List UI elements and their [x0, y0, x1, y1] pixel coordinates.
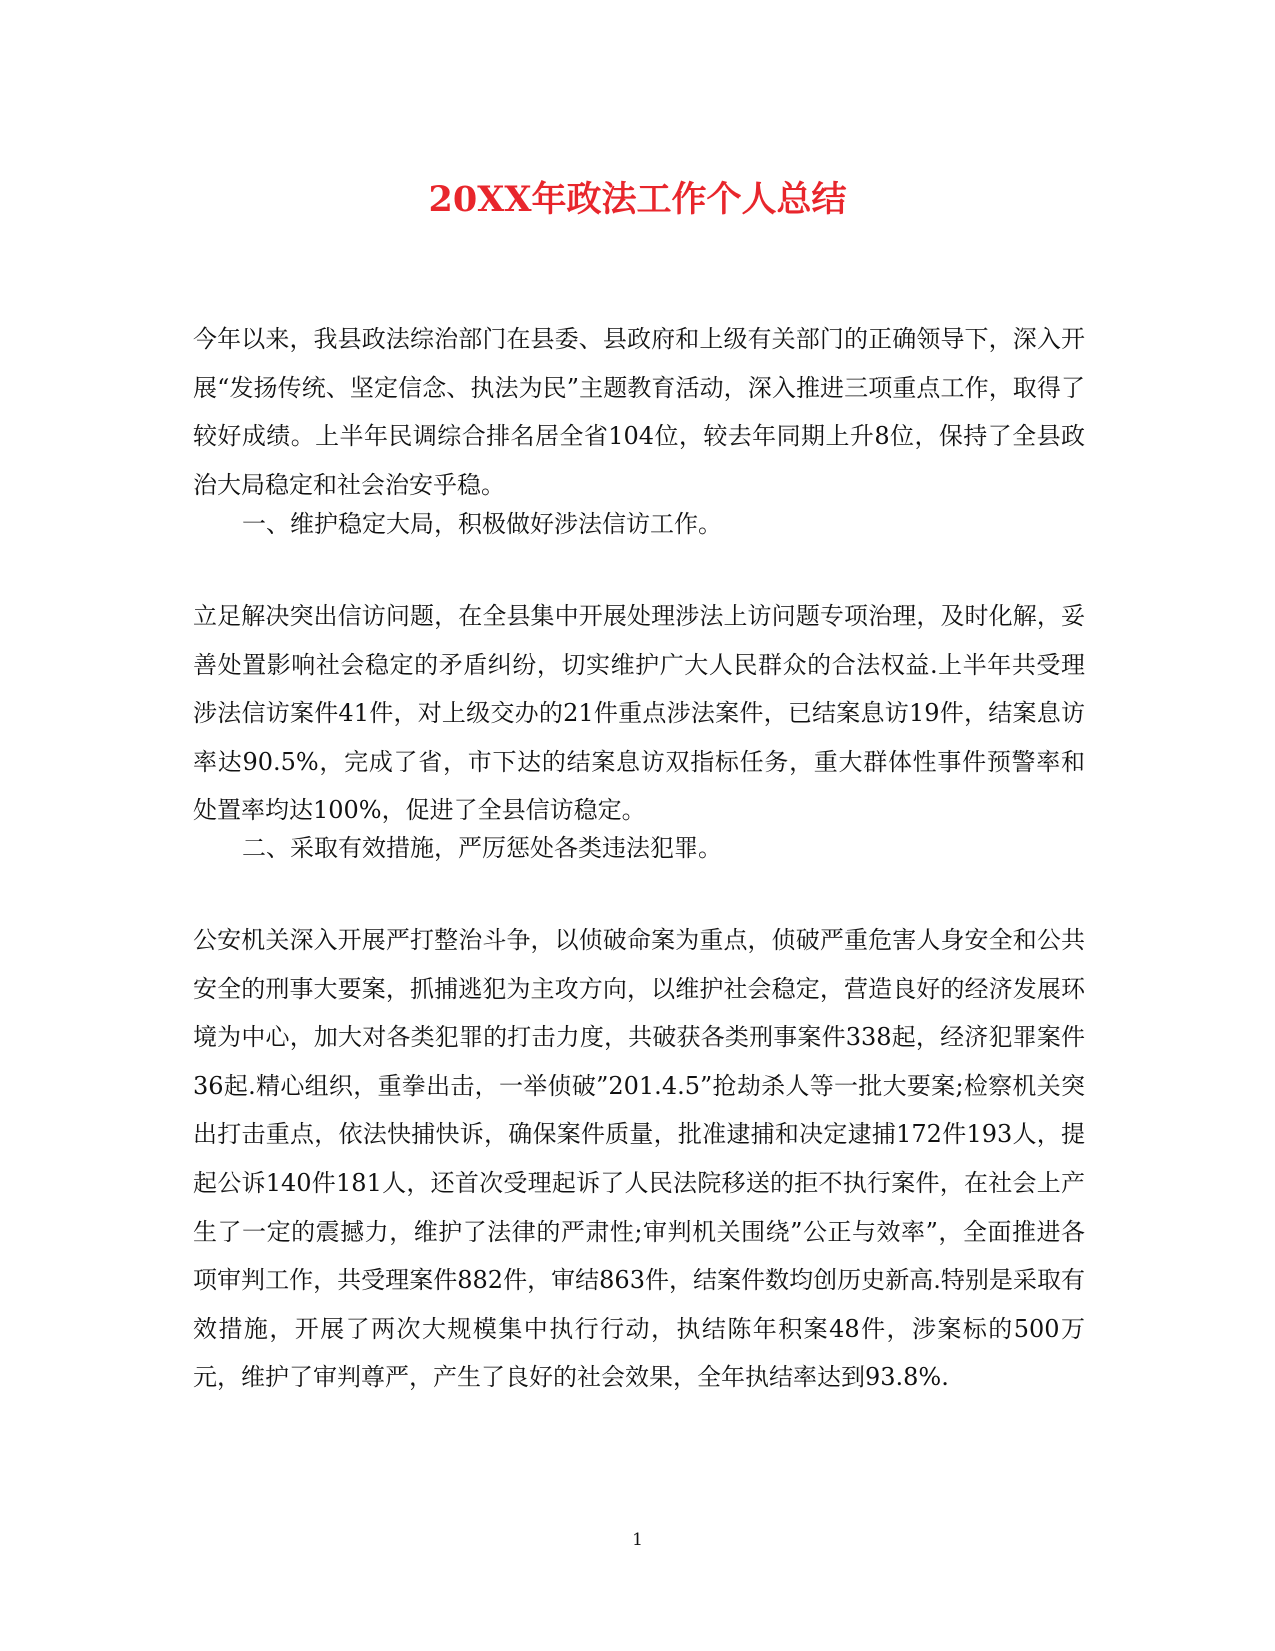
section-2-paragraph: 公安机关深入开展严打整治斗争，以侦破命案为重点，侦破严重危害人身安全和公共安全的刑事大要案，抓捕逃犯为主攻方向，以维护社会稳定，营造良好的经济发展环境为中心，加大对各类犯罪的打击力度，共破获各类刑事案件338起，经济犯罪案件36起.精心组织，重拳出击，一举侦破”201.4.5”抢劫杀人等一批大要案;检察机关突出打击重点，依法快捕快诉，确保案件质量，批准逮捕和决定逮捕172件193人，提起公诉140件181人，还首次受理起诉了人民法院移送的拒不执行案件，在社会上产生了一定的震撼力，维护了法律的严肃性;审判机关围绕”公正与效率”，全面推进各项审判工作，共受理案件882件，审结863件，结案件数均创历史新高.特别是采取有效措施，开展了两次大规模集中执行行动，执结陈年积案48件，涉案标的500万元，维护了审判尊严，产生了良好的社会效果，全年执结率达到93.8%.	[193, 926, 1085, 1392]
intro-paragraph: 今年以来，我县政法综治部门在县委、县政府和上级有关部门的正确领导下，深入开展“发扬传统、坚定信念、执法为民”主题教育活动，深入推进三项重点工作，取得了较好成绩。上半年民调综合排名居全省104位，较去年同期上升8位，保持了全县政治大局稳定和社会治安乎稳。	[193, 325, 1085, 499]
section-heading-2: 二、采取有效措施，严厉惩处各类违法犯罪。	[242, 834, 722, 862]
section-1-paragraph: 立足解决突出信访问题，在全县集中开展处理涉法上访问题专项治理，及时化解，妥善处置影响社会稳定的矛盾纠纷，切实维护广大人民群众的合法权益.上半年共受理涉法信访案件41件，对上级交办的21件重点涉法案件，已结案息访19件，结案息访率达90.5%，完成了省，市下达的结案息访双指标任务，重大群体性事件预警率和处置率均达100%，促进了全县信访稳定。	[193, 602, 1085, 825]
section-heading-1: 一、维护稳定大局，积极做好涉法信访工作。	[242, 510, 722, 538]
page-number: 1	[632, 1530, 643, 1550]
document-title: 20XX年政法工作个人总结	[428, 179, 847, 220]
